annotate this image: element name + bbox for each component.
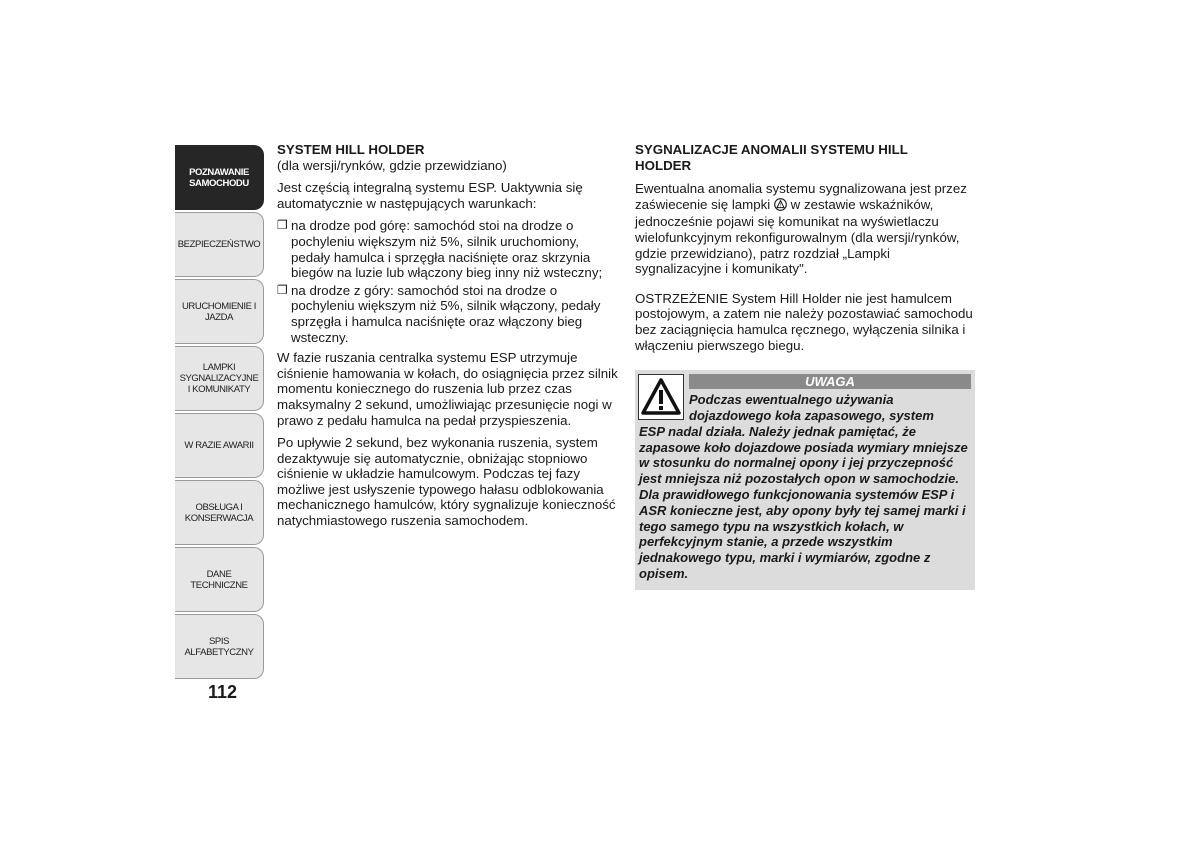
warning-paragraph: OSTRZEŻENIE System Hill Holder nie jest hamulcem postojowym, a zatem nie należy pozostawiać samochodu bez zaciągnięcia hamulca ręcznego, wyłączenia silnika i włączeniu pierwszego biegu. <box>635 290 973 353</box>
list-item-text: na drodze z góry: samochód stoi na drodze o pochyleniu większym niż 5%, silnik włączony, pedały sprzęgła i hamulca naciśnięte oraz włączony bieg wsteczny. <box>291 282 601 345</box>
warning-box <box>635 370 975 590</box>
intro-paragraph: Jest częścią integralną systemu ESP. Uaktywnia się automatycznie w następujących warunkach: <box>277 180 583 211</box>
svg-text:!: ! <box>779 202 782 209</box>
list-item-text: na drodze pod górę: samochód stoi na drodze o pochyleniu większym niż 5%, silnik uruchomiony, pedały hamulca i sprzęgła naciśnięte oraz skrzynia biegów na luzie lub włączony bieg inny niż wsteczny; <box>291 218 603 281</box>
tab-label: POZNAWANIE SAMOCHODU <box>189 166 249 189</box>
warning-text <box>639 389 971 582</box>
body-paragraph: Po upływie 2 sekund, bez wykonania ruszenia, system dezaktywuje się automatycznie, obniżając stopniowo ciśnienie w układzie hamulcowym. Podczas tej fazy możliwe jest usłyszenie typowego hałasu odblokowania mechanicznego hamulców, który sygnalizuje konieczność natychmiastowego ruszenia samochodem. <box>277 435 616 529</box>
esp-warning-lamp-icon <box>774 198 787 215</box>
checkbox-bullet-icon: ❒ <box>277 218 288 233</box>
tab-uruchomienie-i-jazda[interactable] <box>175 279 264 344</box>
tab-label: LAMPKI SYGNALIZACYJNE I KOMUNIKATY <box>179 362 259 395</box>
tab-label: BEZPIECZEŃSTWO <box>177 239 261 250</box>
tab-lampki-sygnalizacyjne[interactable] <box>175 346 264 411</box>
left-column <box>277 142 619 536</box>
tab-spis-alfabetyczny[interactable] <box>175 614 264 679</box>
tab-obsluga-i-konserwacja[interactable] <box>175 480 264 545</box>
tab-label: SPIS ALFABETYCZNY <box>184 635 254 658</box>
warning-triangle-icon <box>638 374 684 420</box>
tab-label: DANE TECHNICZNE <box>190 568 248 591</box>
tab-w-razie-awarii[interactable] <box>175 413 264 478</box>
tab-label: URUCHOMIENIE I JAZDA <box>181 300 257 323</box>
tab-label: OBSŁUGA I KONSERWACJA <box>184 501 254 524</box>
list-item <box>277 218 619 280</box>
tab-bezpieczenstwo[interactable] <box>175 212 264 277</box>
tab-dane-techniczne[interactable] <box>175 547 264 612</box>
checkbox-bullet-icon: ❒ <box>277 282 288 297</box>
section-title: SYGNALIZACJE ANOMALII SYSTEMU HILL HOLDER <box>635 142 908 173</box>
tab-poznawanie-samochodu[interactable] <box>175 145 264 210</box>
section-title: SYSTEM HILL HOLDER <box>277 142 425 157</box>
list-item <box>277 283 619 345</box>
warning-text-lead: Podczas ewentualnego używania dojazdowego koła zapasowego, system <box>689 392 934 423</box>
body-text: Ewentualna anomalia systemu sygnalizowana jest przez zaświecenie się lampki <box>635 181 967 212</box>
right-column <box>635 142 977 590</box>
section-subtitle: (dla wersji/rynków, gdzie przewidziano) <box>277 157 507 173</box>
body-text: w zestawie wskaźników, jednocześnie pojawi się komunikat na wyświetlaczu wielofunkcyjnym rekonfigurowalnym (dla wersji/rynków, gdzie przewidziano), patrz rozdział „Lampki sygnalizacyjne i komunikaty". <box>635 196 960 277</box>
tab-label: W RAZIE AWARII <box>184 440 254 451</box>
page-number: 112 <box>208 682 238 702</box>
body-paragraph: W fazie ruszania centralka systemu ESP utrzymuje ciśnienie hamowania w kołach, do osiągnięcia przez silnik momentu koniecznego do ruszenia lub przez czas maksymalny 2 sekund, umożliwiając przesunięcie nogi w prawo z pedału hamulca na pedał przyspieszenia. <box>277 350 618 428</box>
warning-header: UWAGA <box>689 374 971 389</box>
warning-text-rest: ESP nadal działa. Należy jednak pamiętać, że zapasowe koło dojazdowe posiada wymiary mniejsze w stosunku do normalnej opony i jej przyczepność jest mniejsza niż pozostałych opon w samochodzie. Dla prawidłowego funkcjonowania systemów ESP i ASR konieczne jest, aby opony były tej samej marki i tego samego typu na wszystkich kołach, w perfekcyjnym stanie, a przede wszystkim jednakowego typu, marki i wymiarów, zgodne z opisem. <box>639 423 968 581</box>
chapter-tabs <box>175 145 264 681</box>
body-paragraph <box>635 181 977 277</box>
